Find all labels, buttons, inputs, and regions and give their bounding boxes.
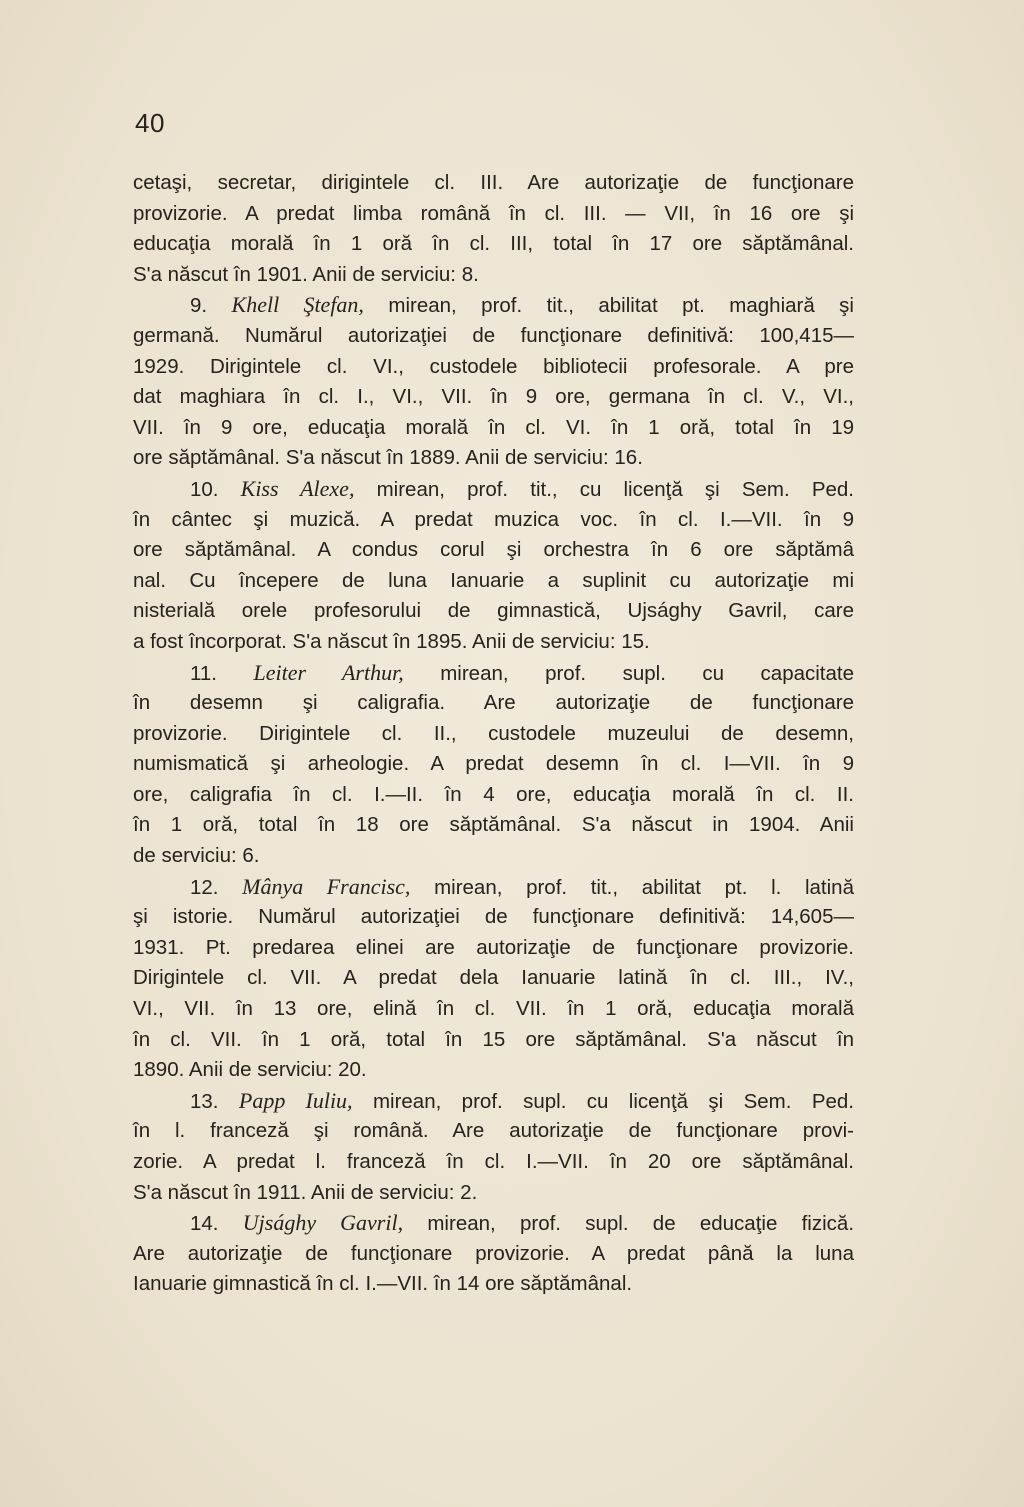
entry-paragraph <box>133 290 854 474</box>
text-line: ore săptămânal. A condus corul şi orchestra în 6 ore săptămâ <box>133 538 854 562</box>
person-name: Khell Ştefan, <box>231 292 364 318</box>
entry-paragraph <box>133 474 854 658</box>
text-line: Are autorizaţie de funcţionare provizorie. A predat până la luna <box>133 1241 854 1265</box>
entry-paragraph <box>133 658 854 872</box>
text-line: provizorie. A predat limba română în cl. III. — VII, în 16 ore şi <box>133 201 854 225</box>
entry-first-line <box>133 1086 854 1117</box>
text-line: S'a născut în 1901. Anii de serviciu: 8. <box>133 262 479 286</box>
text-line: VII. în 9 ore, educaţia morală în cl. VI. în 1 oră, total în 19 <box>133 415 854 439</box>
text-line: educaţia morală în 1 oră în cl. III, total în 17 ore săptămânal. <box>133 232 854 256</box>
text-line: ore săptămânal. S'a născut în 1889. Anii de serviciu: 16. <box>133 446 643 470</box>
text-line: 1931. Pt. predarea elinei are autorizaţie de funcţionare provizorie. <box>133 935 854 959</box>
text-line: Dirigintele cl. VII. A predat dela Ianuarie latină în cl. III., IV., <box>133 966 854 990</box>
entry-first-line-text: mirean, prof. tit., cu licenţă şi Sem. Ped. <box>376 477 854 501</box>
entry-first-line-text: mirean, prof. supl. cu capacitate <box>440 661 855 685</box>
text-line: nal. Cu începere de luna Ianuarie a suplinit cu autorizaţie mi <box>133 568 854 592</box>
person-name: Kiss Alexe, <box>240 475 355 501</box>
page-body-text <box>133 168 854 1300</box>
text-line: dat maghiara în cl. I., VI., VII. în 9 ore, germana în cl. V., VI., <box>133 385 854 409</box>
person-name: Ujsághy Gavril, <box>242 1210 404 1236</box>
entry-number: 13. <box>190 1089 219 1113</box>
entry-first-line-text: mirean, prof. tit., abilitat pt. l. latină <box>434 875 854 899</box>
person-name: Mânya Francisc, <box>242 873 411 899</box>
entry-first-line <box>133 1208 854 1239</box>
entry-first-line-text: mirean, prof. supl. de educaţie fizică. <box>427 1212 855 1236</box>
text-line: Ianuarie gimnastică în cl. I.—VII. în 14 ore săptămânal. <box>133 1272 633 1296</box>
entry-paragraph <box>133 872 854 1086</box>
text-line: în desemn şi caligrafia. Are autorizaţie de funcţionare <box>133 691 854 715</box>
text-line: nisterială orele profesorului de gimnastică, Ujsághy Gavril, care <box>133 599 854 623</box>
person-name: Papp Iuliu, <box>238 1087 353 1113</box>
text-line: provizorie. Dirigintele cl. II., custodele muzeului de desemn, <box>133 721 854 745</box>
text-line: zorie. A predat l. franceză în cl. I.—VII. în 20 ore săptămânal. <box>133 1150 854 1173</box>
text-line: a fost încorporat. S'a născut în 1895. Anii de serviciu: 15. <box>133 629 650 653</box>
text-line: ore, caligrafia în cl. I.—II. în 4 ore, educaţia morală în cl. II. <box>133 782 854 806</box>
text-line: numismatică şi arheologie. A predat desemn în cl. I—VII. în 9 <box>133 752 854 776</box>
person-name: Leiter Arthur, <box>253 659 404 685</box>
entry-first-line-text: mirean, prof. tit., abilitat pt. maghiară şi <box>388 294 854 318</box>
text-line: 1929. Dirigintele cl. VI., custodele bibliotecii profesorale. A pre <box>133 354 854 378</box>
text-line: în cântec şi muzică. A predat muzica voc. în cl. I.—VII. în 9 <box>133 507 854 531</box>
entry-paragraph <box>133 1086 854 1208</box>
text-line: S'a născut în 1911. Anii de serviciu: 2. <box>133 1180 478 1204</box>
text-line: şi istorie. Numărul autorizaţiei de funcţionare definitivă: 14,605— <box>133 905 854 929</box>
entry-paragraph <box>133 168 854 290</box>
text-line: cetaşi, secretar, dirigintele cl. III. Are autorizaţie de funcţionare <box>133 171 854 194</box>
page-number: 40 <box>135 108 165 138</box>
entry-number: 12. <box>190 875 219 899</box>
text-line: în l. franceză şi română. Are autorizaţie de funcţionare provi- <box>133 1119 854 1143</box>
entry-number: 10. <box>190 477 219 501</box>
entry-first-line <box>133 872 854 903</box>
text-line: germană. Numărul autorizaţiei de funcţionare definitivă: 100,415— <box>133 323 854 347</box>
text-line: VI., VII. în 13 ore, elină în cl. VII. în 1 oră, educaţia morală <box>133 997 854 1021</box>
text-line: în 1 oră, total în 18 ore săptămânal. S'a născut in 1904. Anii <box>133 813 854 837</box>
entry-number: 14. <box>190 1212 219 1236</box>
text-line: în cl. VII. în 1 oră, total în 15 ore săptămânal. S'a născut în <box>133 1027 854 1051</box>
text-line: 1890. Anii de serviciu: 20. <box>133 1058 367 1082</box>
entry-paragraph <box>133 1208 854 1300</box>
entry-first-line-text: mirean, prof. supl. cu licenţă şi Sem. Ped. <box>372 1089 855 1113</box>
text-line: de serviciu: 6. <box>133 844 260 868</box>
entry-first-line <box>133 290 854 321</box>
entry-number: 11. <box>190 661 217 685</box>
entry-first-line <box>133 658 854 689</box>
entry-first-line <box>133 474 854 505</box>
entry-number: 9. <box>190 294 208 318</box>
